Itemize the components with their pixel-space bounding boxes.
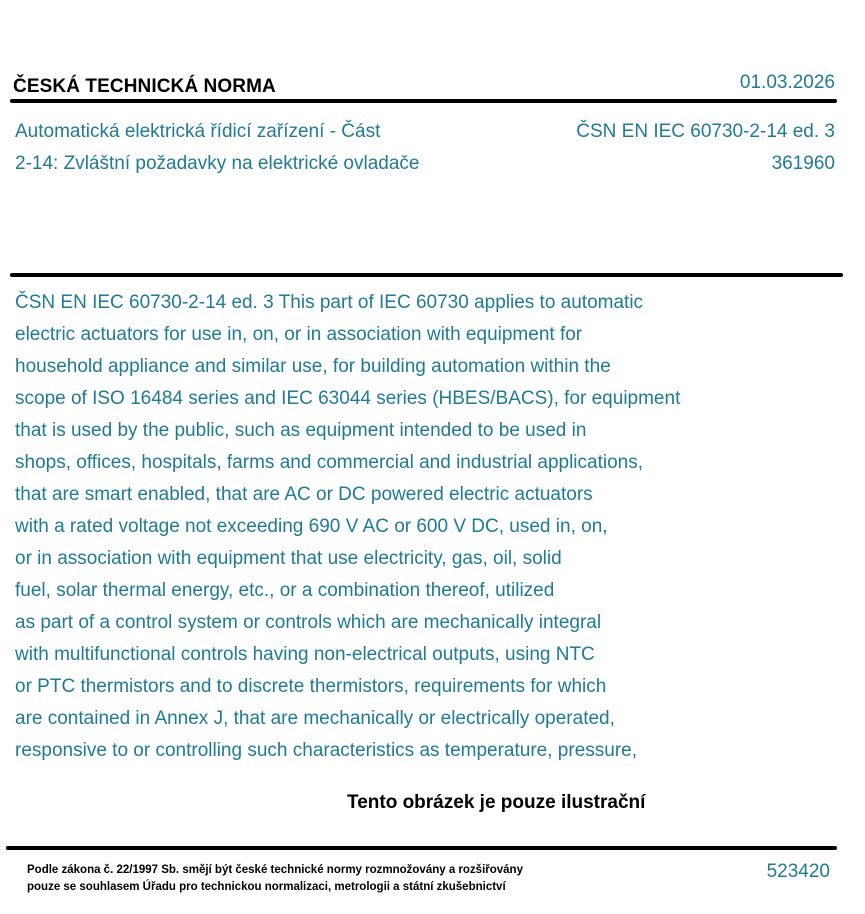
abstract-line: ČSN EN IEC 60730-2-14 ed. 3 This part of IEC 60730 applies to automatic bbox=[15, 292, 644, 313]
document-identifier bbox=[576, 116, 835, 180]
abstract-line: are contained in Annex J, that are mechanically or electrically operated, bbox=[15, 708, 615, 729]
abstract-line: electric actuators for use in, on, or in association with equipment for bbox=[15, 324, 583, 345]
document-number: 523420 bbox=[766, 861, 830, 882]
abstract-line: household appliance and similar use, for building automation within the bbox=[15, 356, 611, 377]
abstract-line: with a rated voltage not exceeding 690 V AC or 600 V DC, used in, on, bbox=[15, 516, 608, 537]
standard-id: ČSN EN IEC 60730-2-14 ed. 3 bbox=[576, 121, 835, 142]
legal-notice-line: pouze se souhlasem Úřadu pro technickou normalizaci, metrologii a státní zkušebnictví bbox=[27, 881, 506, 893]
publication-date: 01.03.2026 bbox=[739, 72, 835, 93]
document-title-line: 2-14: Zvláštní požadavky na elektrické ovladače bbox=[15, 153, 420, 174]
abstract-line: that are smart enabled, that are AC or DC powered electric actuators bbox=[15, 484, 593, 505]
abstract-line: or in association with equipment that use electricity, gas, oil, solid bbox=[15, 548, 562, 569]
abstract-line: responsive to or controlling such characteristics as temperature, pressure, bbox=[15, 740, 637, 761]
abstract-text bbox=[15, 287, 815, 767]
abstract-line: or PTC thermistors and to discrete thermistors, requirements for which bbox=[15, 676, 607, 697]
abstract-line: with multifunctional controls having non-electrical outputs, using NTC bbox=[15, 644, 595, 665]
abstract-line: as part of a control system or controls which are mechanically integral bbox=[15, 612, 602, 633]
abstract-line: scope of ISO 16484 series and IEC 63044 series (HBES/BACS), for equipment bbox=[15, 388, 681, 409]
legal-notice-line: Podle zákona č. 22/1997 Sb. smějí být české technické normy rozmnožovány a rozšiřovány bbox=[27, 864, 523, 876]
abstract-line: fuel, solar thermal energy, etc., or a combination thereof, utilized bbox=[15, 580, 555, 601]
footer-divider bbox=[6, 846, 837, 850]
document-title bbox=[15, 116, 495, 180]
abstract-line: shops, offices, hospitals, farms and commercial and industrial applications, bbox=[15, 452, 644, 473]
class-number: 361960 bbox=[771, 153, 835, 174]
illustration-note: Tento obrázek je pouze ilustrační bbox=[347, 792, 646, 813]
document-title-line: Automatická elektrická řídicí zařízení - Část bbox=[15, 121, 381, 142]
title-divider bbox=[10, 273, 843, 277]
legal-notice bbox=[27, 862, 523, 896]
abstract-line: that is used by the public, such as equipment intended to be used in bbox=[15, 420, 587, 441]
norm-title: ČESKÁ TECHNICKÁ NORMA bbox=[13, 76, 276, 97]
header-divider bbox=[10, 99, 837, 103]
